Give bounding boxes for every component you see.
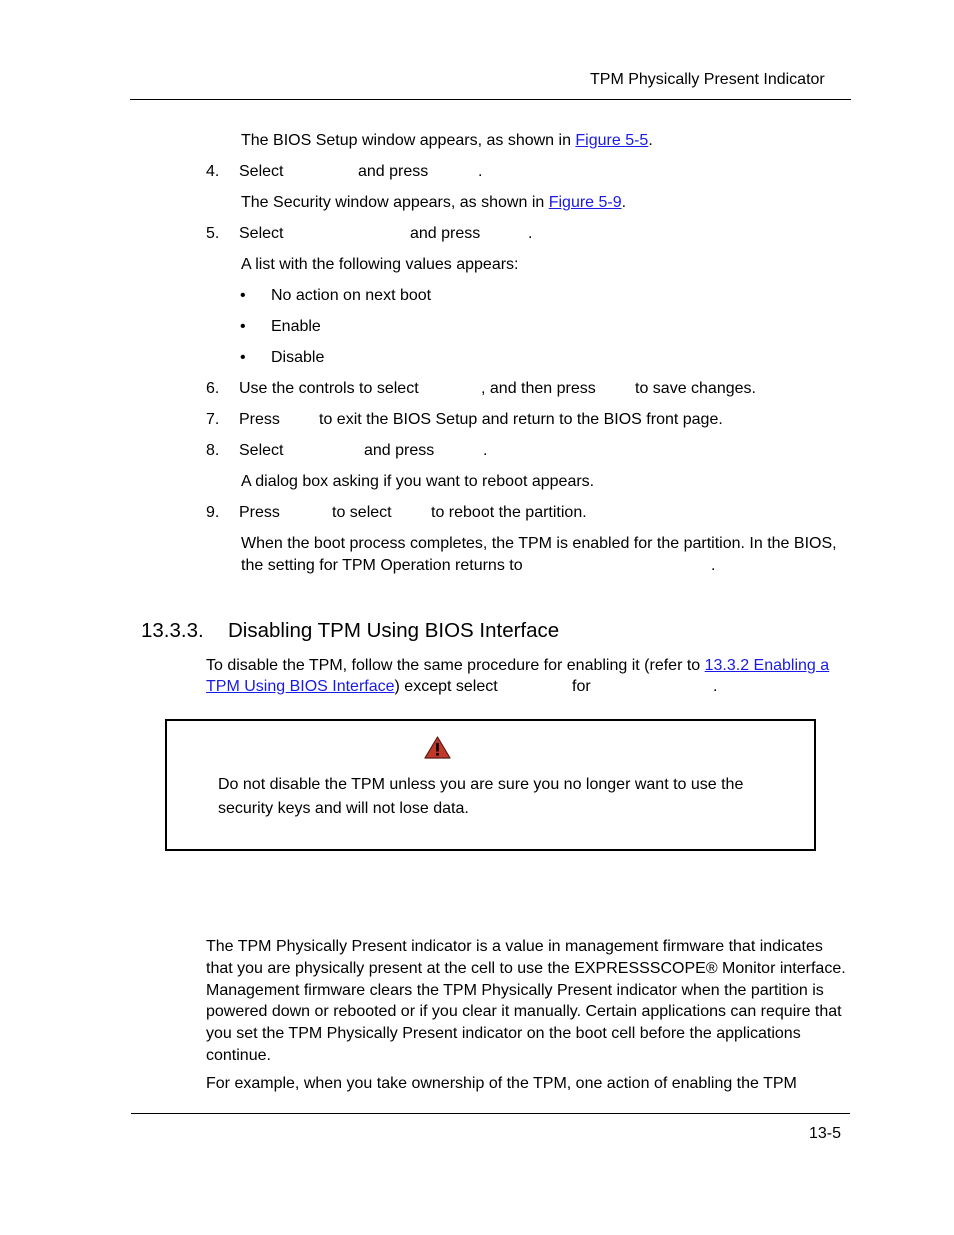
step-6-number: 6. (206, 380, 220, 397)
section-intro-line-2: TPM Using BIOS Interface) except select (206, 678, 498, 695)
step-4-text-c: . (478, 163, 483, 180)
step-9-result-line-2: the setting for TPM Operation returns to (241, 557, 523, 574)
step-8-number: 8. (206, 442, 220, 459)
figure-5-5-link[interactable]: Figure 5-5 (575, 132, 649, 149)
step-4-number: 4. (206, 163, 220, 180)
section-intro-for: for (572, 678, 591, 695)
warning-triangle-icon (424, 736, 451, 759)
step-8-text-c: . (483, 442, 488, 459)
bullet: • (240, 318, 246, 335)
step-9-text-b: to select (332, 504, 392, 521)
step-4-result: The Security window appears, as shown in Figure 5-9. (241, 194, 627, 211)
step-6-text-c: to save changes. (635, 380, 756, 397)
step-6-text-b: , and then press (481, 380, 596, 397)
page-number: 13-5 (809, 1125, 842, 1142)
step-5-number: 5. (206, 225, 220, 242)
bullet: • (240, 287, 246, 304)
section-13-3-2-link-continued[interactable]: TPM Using BIOS Interface (206, 678, 395, 695)
step-8-text-b: and press (364, 442, 435, 459)
bullet: • (240, 349, 246, 366)
list-item: Disable (271, 349, 325, 366)
step-6-text-a: Use the controls to select (239, 380, 419, 397)
step-9-result-line-1: When the boot process completes, the TPM is enabled for the partition. In the BIOS, (241, 535, 837, 552)
body-paragraph-1: The TPM Physically Present indicator is a value in management firmware that indicates that you are physically present at the cell to use the EXPRESSSCOPE® Monitor interface. Management firmware clears the TPM Physically Present indicator when the partition is powered down or rebooted or if you clear it manually. Certain applications can require that you set the TPM Physically Present indicator on the boot cell before the applications continue. (206, 938, 846, 1064)
body-paragraph-2: For example, when you take ownership of the TPM, one action of enabling the TPM (206, 1075, 797, 1092)
step-9-result-line-3: . (711, 557, 716, 574)
step-7-text-b: to exit the BIOS Setup and return to the BIOS front page. (319, 411, 723, 428)
step-5-text-a: Select (239, 225, 284, 242)
section-13-3-2-link[interactable]: 13.3.2 Enabling a (704, 657, 830, 674)
step-5-result: A list with the following values appears: (241, 256, 519, 273)
figure-5-9-link[interactable]: Figure 5-9 (548, 194, 622, 211)
section-intro-line-1: To disable the TPM, follow the same procedure for enabling it (refer to 13.3.2 Enabling a (206, 657, 830, 674)
header-rule (130, 99, 851, 100)
step-8-result: A dialog box asking if you want to reboot appears. (241, 473, 595, 490)
step-5-text-c: . (528, 225, 533, 242)
step-8-text-a: Select (239, 442, 284, 459)
step-9-text-c: to reboot the partition. (431, 504, 587, 521)
warning-text-line-1: Do not disable the TPM unless you are sure you no longer want to use the (218, 776, 744, 793)
step-4-text-b: and press (358, 163, 429, 180)
step-7-text-a: Press (239, 411, 280, 428)
section-intro-end: . (713, 678, 718, 695)
warning-text-line-2: security keys and will not lose data. (218, 800, 469, 817)
footer-rule (131, 1113, 850, 1114)
running-header: TPM Physically Present Indicator (590, 71, 825, 88)
step-5-text-b: and press (410, 225, 481, 242)
list-item: No action on next boot (271, 287, 432, 304)
list-item: Enable (271, 318, 321, 335)
step-7-number: 7. (206, 411, 220, 428)
section-number: 13.3.3. (141, 619, 204, 642)
step-9-number: 9. (206, 504, 220, 521)
step-3-result: The BIOS Setup window appears, as shown in Figure 5-5. (241, 132, 653, 149)
step-4-text-a: Select (239, 163, 284, 180)
step-9-text-a: Press (239, 504, 280, 521)
section-title: Disabling TPM Using BIOS Interface (228, 619, 560, 642)
